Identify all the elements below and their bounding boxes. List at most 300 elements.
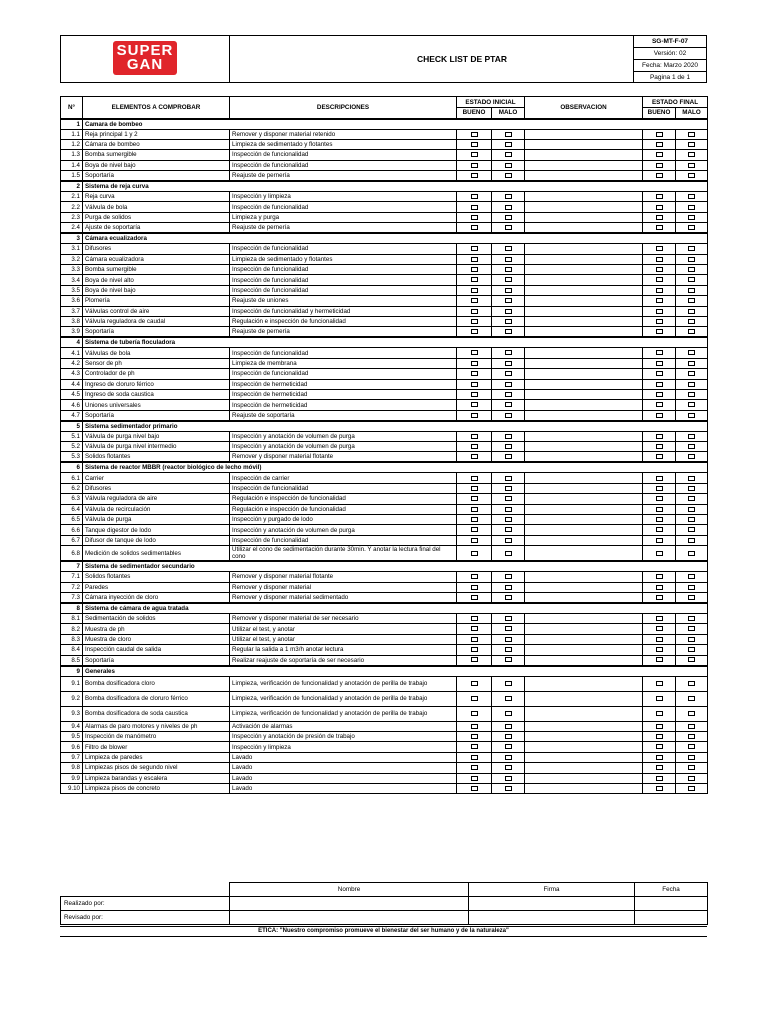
- initial-good-checkbox[interactable]: [457, 452, 492, 463]
- initial-bad-checkbox[interactable]: [492, 129, 525, 139]
- final-bad-checkbox[interactable]: [676, 358, 708, 368]
- final-bad-checkbox[interactable]: [676, 515, 708, 525]
- initial-good-checkbox[interactable]: [457, 676, 492, 691]
- observation-cell[interactable]: [525, 763, 643, 773]
- checkbox-icon[interactable]: [505, 626, 512, 631]
- checkbox-icon[interactable]: [656, 392, 663, 397]
- observation-cell[interactable]: [525, 254, 643, 264]
- observation-cell[interactable]: [525, 752, 643, 762]
- checkbox-icon[interactable]: [688, 486, 695, 491]
- final-bad-checkbox[interactable]: [676, 139, 708, 149]
- checkbox-icon[interactable]: [688, 163, 695, 168]
- final-good-checkbox[interactable]: [643, 731, 676, 741]
- checkbox-icon[interactable]: [505, 585, 512, 590]
- observation-cell[interactable]: [525, 139, 643, 149]
- final-good-checkbox[interactable]: [643, 624, 676, 634]
- checkbox-icon[interactable]: [656, 434, 663, 439]
- checkbox-icon[interactable]: [471, 486, 478, 491]
- checkbox-icon[interactable]: [505, 724, 512, 729]
- checkbox-icon[interactable]: [471, 382, 478, 387]
- checkbox-icon[interactable]: [688, 392, 695, 397]
- sig-reviewed-by-date[interactable]: [635, 911, 708, 925]
- checkbox-icon[interactable]: [656, 595, 663, 600]
- checkbox-icon[interactable]: [656, 734, 663, 739]
- final-good-checkbox[interactable]: [643, 160, 676, 170]
- checkbox-icon[interactable]: [656, 319, 663, 324]
- checkbox-icon[interactable]: [688, 454, 695, 459]
- observation-cell[interactable]: [525, 691, 643, 706]
- initial-bad-checkbox[interactable]: [492, 752, 525, 762]
- checkbox-icon[interactable]: [505, 776, 512, 781]
- checkbox-icon[interactable]: [688, 267, 695, 272]
- checkbox-icon[interactable]: [471, 517, 478, 522]
- checkbox-icon[interactable]: [656, 551, 663, 556]
- initial-bad-checkbox[interactable]: [492, 721, 525, 731]
- checkbox-icon[interactable]: [505, 595, 512, 600]
- final-bad-checkbox[interactable]: [676, 223, 708, 234]
- final-good-checkbox[interactable]: [643, 494, 676, 504]
- checkbox-icon[interactable]: [471, 246, 478, 251]
- checkbox-icon[interactable]: [656, 507, 663, 512]
- final-bad-checkbox[interactable]: [676, 400, 708, 410]
- final-bad-checkbox[interactable]: [676, 535, 708, 545]
- final-good-checkbox[interactable]: [643, 244, 676, 254]
- checkbox-icon[interactable]: [505, 309, 512, 314]
- checkbox-icon[interactable]: [505, 551, 512, 556]
- final-bad-checkbox[interactable]: [676, 473, 708, 483]
- checkbox-icon[interactable]: [505, 476, 512, 481]
- initial-good-checkbox[interactable]: [457, 275, 492, 285]
- sig-done-by-name[interactable]: [230, 897, 469, 911]
- initial-bad-checkbox[interactable]: [492, 139, 525, 149]
- observation-cell[interactable]: [525, 515, 643, 525]
- initial-bad-checkbox[interactable]: [492, 379, 525, 389]
- observation-cell[interactable]: [525, 721, 643, 731]
- checkbox-icon[interactable]: [505, 696, 512, 701]
- checkbox-icon[interactable]: [505, 496, 512, 501]
- final-good-checkbox[interactable]: [643, 254, 676, 264]
- final-good-checkbox[interactable]: [643, 202, 676, 212]
- initial-good-checkbox[interactable]: [457, 763, 492, 773]
- initial-good-checkbox[interactable]: [457, 731, 492, 741]
- checkbox-icon[interactable]: [505, 392, 512, 397]
- observation-cell[interactable]: [525, 452, 643, 463]
- checkbox-icon[interactable]: [656, 786, 663, 791]
- checkbox-icon[interactable]: [656, 637, 663, 642]
- checkbox-icon[interactable]: [505, 574, 512, 579]
- checkbox-icon[interactable]: [505, 527, 512, 532]
- initial-good-checkbox[interactable]: [457, 389, 492, 399]
- checkbox-icon[interactable]: [471, 257, 478, 262]
- checkbox-icon[interactable]: [656, 142, 663, 147]
- initial-bad-checkbox[interactable]: [492, 212, 525, 222]
- final-good-checkbox[interactable]: [643, 706, 676, 721]
- initial-bad-checkbox[interactable]: [492, 546, 525, 562]
- final-good-checkbox[interactable]: [643, 525, 676, 535]
- checkbox-icon[interactable]: [688, 350, 695, 355]
- observation-cell[interactable]: [525, 572, 643, 582]
- checkbox-icon[interactable]: [505, 246, 512, 251]
- initial-good-checkbox[interactable]: [457, 535, 492, 545]
- observation-cell[interactable]: [525, 742, 643, 752]
- initial-good-checkbox[interactable]: [457, 192, 492, 202]
- checkbox-icon[interactable]: [656, 476, 663, 481]
- sig-reviewed-by-name[interactable]: [230, 911, 469, 925]
- observation-cell[interactable]: [525, 634, 643, 644]
- final-good-checkbox[interactable]: [643, 634, 676, 644]
- final-bad-checkbox[interactable]: [676, 706, 708, 721]
- initial-good-checkbox[interactable]: [457, 593, 492, 604]
- final-good-checkbox[interactable]: [643, 265, 676, 275]
- initial-bad-checkbox[interactable]: [492, 160, 525, 170]
- final-good-checkbox[interactable]: [643, 546, 676, 562]
- checkbox-icon[interactable]: [656, 657, 663, 662]
- initial-good-checkbox[interactable]: [457, 483, 492, 493]
- checkbox-icon[interactable]: [471, 392, 478, 397]
- sig-done-by-date[interactable]: [635, 897, 708, 911]
- initial-bad-checkbox[interactable]: [492, 431, 525, 441]
- observation-cell[interactable]: [525, 223, 643, 234]
- final-good-checkbox[interactable]: [643, 752, 676, 762]
- final-bad-checkbox[interactable]: [676, 254, 708, 264]
- final-bad-checkbox[interactable]: [676, 731, 708, 741]
- final-bad-checkbox[interactable]: [676, 389, 708, 399]
- initial-bad-checkbox[interactable]: [492, 369, 525, 379]
- checkbox-icon[interactable]: [688, 382, 695, 387]
- initial-bad-checkbox[interactable]: [492, 763, 525, 773]
- checkbox-icon[interactable]: [505, 142, 512, 147]
- initial-bad-checkbox[interactable]: [492, 691, 525, 706]
- initial-good-checkbox[interactable]: [457, 358, 492, 368]
- observation-cell[interactable]: [525, 212, 643, 222]
- initial-good-checkbox[interactable]: [457, 624, 492, 634]
- checkbox-icon[interactable]: [471, 152, 478, 157]
- initial-bad-checkbox[interactable]: [492, 389, 525, 399]
- observation-cell[interactable]: [525, 285, 643, 295]
- observation-cell[interactable]: [525, 783, 643, 793]
- initial-bad-checkbox[interactable]: [492, 515, 525, 525]
- initial-bad-checkbox[interactable]: [492, 504, 525, 514]
- checkbox-icon[interactable]: [688, 444, 695, 449]
- checkbox-icon[interactable]: [471, 507, 478, 512]
- final-good-checkbox[interactable]: [643, 275, 676, 285]
- checkbox-icon[interactable]: [688, 538, 695, 543]
- checkbox-icon[interactable]: [656, 382, 663, 387]
- sig-done-by-signature[interactable]: [469, 897, 635, 911]
- initial-good-checkbox[interactable]: [457, 546, 492, 562]
- checkbox-icon[interactable]: [656, 585, 663, 590]
- final-good-checkbox[interactable]: [643, 691, 676, 706]
- final-bad-checkbox[interactable]: [676, 379, 708, 389]
- checkbox-icon[interactable]: [471, 496, 478, 501]
- final-good-checkbox[interactable]: [643, 431, 676, 441]
- observation-cell[interactable]: [525, 379, 643, 389]
- final-bad-checkbox[interactable]: [676, 442, 708, 452]
- checkbox-icon[interactable]: [656, 776, 663, 781]
- final-bad-checkbox[interactable]: [676, 212, 708, 222]
- observation-cell[interactable]: [525, 316, 643, 326]
- initial-bad-checkbox[interactable]: [492, 223, 525, 234]
- observation-cell[interactable]: [525, 129, 643, 139]
- checkbox-icon[interactable]: [688, 288, 695, 293]
- final-good-checkbox[interactable]: [643, 742, 676, 752]
- checkbox-icon[interactable]: [656, 696, 663, 701]
- initial-good-checkbox[interactable]: [457, 614, 492, 624]
- initial-good-checkbox[interactable]: [457, 379, 492, 389]
- checkbox-icon[interactable]: [471, 637, 478, 642]
- final-good-checkbox[interactable]: [643, 389, 676, 399]
- final-bad-checkbox[interactable]: [676, 129, 708, 139]
- observation-cell[interactable]: [525, 431, 643, 441]
- observation-cell[interactable]: [525, 483, 643, 493]
- checkbox-icon[interactable]: [471, 309, 478, 314]
- checkbox-icon[interactable]: [656, 517, 663, 522]
- checkbox-icon[interactable]: [656, 444, 663, 449]
- checkbox-icon[interactable]: [471, 476, 478, 481]
- checkbox-icon[interactable]: [688, 361, 695, 366]
- checkbox-icon[interactable]: [688, 517, 695, 522]
- checkbox-icon[interactable]: [471, 527, 478, 532]
- initial-good-checkbox[interactable]: [457, 473, 492, 483]
- initial-bad-checkbox[interactable]: [492, 634, 525, 644]
- checkbox-icon[interactable]: [688, 205, 695, 210]
- checkbox-icon[interactable]: [656, 194, 663, 199]
- final-bad-checkbox[interactable]: [676, 296, 708, 306]
- final-bad-checkbox[interactable]: [676, 306, 708, 316]
- checkbox-icon[interactable]: [471, 371, 478, 376]
- initial-bad-checkbox[interactable]: [492, 192, 525, 202]
- observation-cell[interactable]: [525, 369, 643, 379]
- final-bad-checkbox[interactable]: [676, 192, 708, 202]
- initial-bad-checkbox[interactable]: [492, 400, 525, 410]
- observation-cell[interactable]: [525, 296, 643, 306]
- checkbox-icon[interactable]: [471, 681, 478, 686]
- checkbox-icon[interactable]: [688, 277, 695, 282]
- observation-cell[interactable]: [525, 614, 643, 624]
- checkbox-icon[interactable]: [471, 616, 478, 621]
- initial-good-checkbox[interactable]: [457, 171, 492, 182]
- initial-bad-checkbox[interactable]: [492, 348, 525, 358]
- final-bad-checkbox[interactable]: [676, 285, 708, 295]
- initial-bad-checkbox[interactable]: [492, 535, 525, 545]
- checkbox-icon[interactable]: [656, 765, 663, 770]
- checkbox-icon[interactable]: [471, 734, 478, 739]
- checkbox-icon[interactable]: [471, 142, 478, 147]
- initial-bad-checkbox[interactable]: [492, 773, 525, 783]
- checkbox-icon[interactable]: [471, 744, 478, 749]
- checkbox-icon[interactable]: [505, 173, 512, 178]
- checkbox-icon[interactable]: [471, 288, 478, 293]
- checkbox-icon[interactable]: [688, 574, 695, 579]
- observation-cell[interactable]: [525, 171, 643, 182]
- final-bad-checkbox[interactable]: [676, 244, 708, 254]
- checkbox-icon[interactable]: [505, 454, 512, 459]
- checkbox-icon[interactable]: [505, 647, 512, 652]
- checkbox-icon[interactable]: [505, 755, 512, 760]
- final-good-checkbox[interactable]: [643, 535, 676, 545]
- initial-good-checkbox[interactable]: [457, 645, 492, 655]
- checkbox-icon[interactable]: [505, 194, 512, 199]
- initial-bad-checkbox[interactable]: [492, 473, 525, 483]
- checkbox-icon[interactable]: [656, 350, 663, 355]
- checkbox-icon[interactable]: [505, 267, 512, 272]
- checkbox-icon[interactable]: [505, 681, 512, 686]
- observation-cell[interactable]: [525, 593, 643, 604]
- initial-good-checkbox[interactable]: [457, 296, 492, 306]
- checkbox-icon[interactable]: [688, 496, 695, 501]
- final-bad-checkbox[interactable]: [676, 645, 708, 655]
- final-good-checkbox[interactable]: [643, 763, 676, 773]
- checkbox-icon[interactable]: [471, 626, 478, 631]
- final-bad-checkbox[interactable]: [676, 483, 708, 493]
- final-bad-checkbox[interactable]: [676, 275, 708, 285]
- checkbox-icon[interactable]: [656, 647, 663, 652]
- final-bad-checkbox[interactable]: [676, 773, 708, 783]
- initial-good-checkbox[interactable]: [457, 431, 492, 441]
- initial-bad-checkbox[interactable]: [492, 265, 525, 275]
- initial-good-checkbox[interactable]: [457, 254, 492, 264]
- initial-bad-checkbox[interactable]: [492, 254, 525, 264]
- initial-good-checkbox[interactable]: [457, 691, 492, 706]
- final-good-checkbox[interactable]: [643, 212, 676, 222]
- observation-cell[interactable]: [525, 535, 643, 545]
- checkbox-icon[interactable]: [505, 486, 512, 491]
- final-bad-checkbox[interactable]: [676, 171, 708, 182]
- checkbox-icon[interactable]: [688, 585, 695, 590]
- final-good-checkbox[interactable]: [643, 721, 676, 731]
- final-bad-checkbox[interactable]: [676, 783, 708, 793]
- final-bad-checkbox[interactable]: [676, 721, 708, 731]
- checkbox-icon[interactable]: [688, 744, 695, 749]
- observation-cell[interactable]: [525, 731, 643, 741]
- final-good-checkbox[interactable]: [643, 676, 676, 691]
- final-good-checkbox[interactable]: [643, 223, 676, 234]
- final-good-checkbox[interactable]: [643, 655, 676, 666]
- initial-bad-checkbox[interactable]: [492, 731, 525, 741]
- checkbox-icon[interactable]: [688, 626, 695, 631]
- checkbox-icon[interactable]: [505, 361, 512, 366]
- final-bad-checkbox[interactable]: [676, 742, 708, 752]
- observation-cell[interactable]: [525, 244, 643, 254]
- checkbox-icon[interactable]: [688, 152, 695, 157]
- checkbox-icon[interactable]: [688, 225, 695, 230]
- final-good-checkbox[interactable]: [643, 582, 676, 592]
- observation-cell[interactable]: [525, 150, 643, 160]
- checkbox-icon[interactable]: [688, 551, 695, 556]
- initial-good-checkbox[interactable]: [457, 223, 492, 234]
- initial-good-checkbox[interactable]: [457, 773, 492, 783]
- checkbox-icon[interactable]: [505, 371, 512, 376]
- checkbox-icon[interactable]: [688, 298, 695, 303]
- checkbox-icon[interactable]: [656, 132, 663, 137]
- final-bad-checkbox[interactable]: [676, 582, 708, 592]
- checkbox-icon[interactable]: [656, 163, 663, 168]
- checkbox-icon[interactable]: [656, 205, 663, 210]
- initial-good-checkbox[interactable]: [457, 442, 492, 452]
- final-bad-checkbox[interactable]: [676, 202, 708, 212]
- checkbox-icon[interactable]: [688, 616, 695, 621]
- initial-bad-checkbox[interactable]: [492, 525, 525, 535]
- checkbox-icon[interactable]: [656, 681, 663, 686]
- checkbox-icon[interactable]: [656, 744, 663, 749]
- initial-good-checkbox[interactable]: [457, 369, 492, 379]
- checkbox-icon[interactable]: [505, 744, 512, 749]
- checkbox-icon[interactable]: [471, 434, 478, 439]
- checkbox-icon[interactable]: [471, 538, 478, 543]
- initial-good-checkbox[interactable]: [457, 655, 492, 666]
- initial-bad-checkbox[interactable]: [492, 410, 525, 421]
- observation-cell[interactable]: [525, 504, 643, 514]
- initial-bad-checkbox[interactable]: [492, 572, 525, 582]
- checkbox-icon[interactable]: [688, 413, 695, 418]
- final-bad-checkbox[interactable]: [676, 150, 708, 160]
- initial-good-checkbox[interactable]: [457, 327, 492, 338]
- checkbox-icon[interactable]: [471, 361, 478, 366]
- final-good-checkbox[interactable]: [643, 150, 676, 160]
- final-bad-checkbox[interactable]: [676, 410, 708, 421]
- checkbox-icon[interactable]: [656, 724, 663, 729]
- checkbox-icon[interactable]: [471, 755, 478, 760]
- final-good-checkbox[interactable]: [643, 316, 676, 326]
- final-good-checkbox[interactable]: [643, 483, 676, 493]
- observation-cell[interactable]: [525, 348, 643, 358]
- checkbox-icon[interactable]: [688, 711, 695, 716]
- checkbox-icon[interactable]: [471, 329, 478, 334]
- checkbox-icon[interactable]: [656, 361, 663, 366]
- initial-good-checkbox[interactable]: [457, 634, 492, 644]
- checkbox-icon[interactable]: [505, 507, 512, 512]
- final-good-checkbox[interactable]: [643, 139, 676, 149]
- checkbox-icon[interactable]: [688, 786, 695, 791]
- final-bad-checkbox[interactable]: [676, 624, 708, 634]
- initial-bad-checkbox[interactable]: [492, 676, 525, 691]
- final-bad-checkbox[interactable]: [676, 160, 708, 170]
- initial-good-checkbox[interactable]: [457, 410, 492, 421]
- observation-cell[interactable]: [525, 192, 643, 202]
- initial-bad-checkbox[interactable]: [492, 150, 525, 160]
- observation-cell[interactable]: [525, 202, 643, 212]
- initial-good-checkbox[interactable]: [457, 244, 492, 254]
- checkbox-icon[interactable]: [471, 657, 478, 662]
- checkbox-icon[interactable]: [688, 507, 695, 512]
- initial-good-checkbox[interactable]: [457, 212, 492, 222]
- checkbox-icon[interactable]: [505, 517, 512, 522]
- checkbox-icon[interactable]: [688, 257, 695, 262]
- checkbox-icon[interactable]: [505, 132, 512, 137]
- initial-bad-checkbox[interactable]: [492, 244, 525, 254]
- checkbox-icon[interactable]: [471, 132, 478, 137]
- checkbox-icon[interactable]: [505, 288, 512, 293]
- checkbox-icon[interactable]: [688, 142, 695, 147]
- observation-cell[interactable]: [525, 546, 643, 562]
- checkbox-icon[interactable]: [656, 454, 663, 459]
- final-good-checkbox[interactable]: [643, 473, 676, 483]
- checkbox-icon[interactable]: [656, 496, 663, 501]
- final-good-checkbox[interactable]: [643, 783, 676, 793]
- initial-good-checkbox[interactable]: [457, 202, 492, 212]
- checkbox-icon[interactable]: [471, 225, 478, 230]
- final-good-checkbox[interactable]: [643, 452, 676, 463]
- initial-good-checkbox[interactable]: [457, 494, 492, 504]
- final-bad-checkbox[interactable]: [676, 572, 708, 582]
- checkbox-icon[interactable]: [505, 434, 512, 439]
- observation-cell[interactable]: [525, 473, 643, 483]
- initial-good-checkbox[interactable]: [457, 742, 492, 752]
- final-good-checkbox[interactable]: [643, 410, 676, 421]
- checkbox-icon[interactable]: [688, 657, 695, 662]
- checkbox-icon[interactable]: [656, 527, 663, 532]
- checkbox-icon[interactable]: [688, 319, 695, 324]
